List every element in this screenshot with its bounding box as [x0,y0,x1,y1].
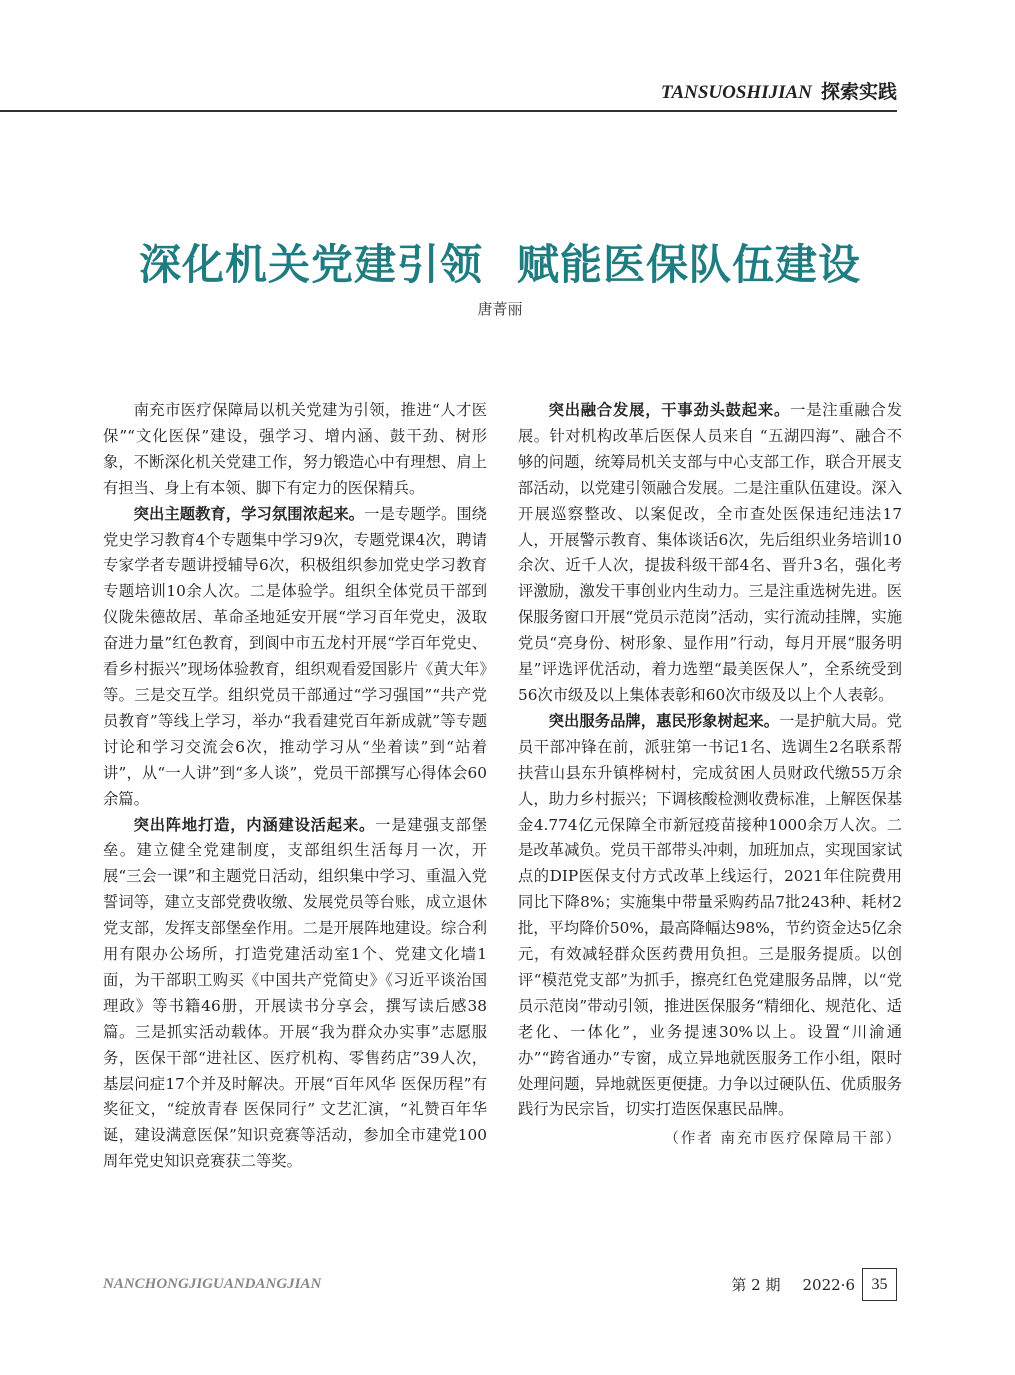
section-name-en: TANSUOSHIJIAN [660,82,812,103]
header-rule [0,110,897,112]
paragraph-text: 一是专题学。围绕党史学习教育4个专题集中学习9次，专题党课4次，聘请专家学者专题讲授辅导6次，积极组织参加党史学习教育专题培训10余人次。二是体验学。组织全体党员干部到仪陇朱德故居、革命圣地延安开展“学习百年党史，汲取奋进力量”红色教育，到阆中市五龙村开展“学百年党史、看乡村振兴”现场体验教育，组织观看爱国影片《黄大年》等。三是交互学。组织党员干部通过“学习强国”“共产党员教育”等线上学习，举办“我看建党百年新成就”等专题讨论和学习交流会6次，推动学习从“坐着读”到“站着讲”，从“一人讲”到“多人谈”，党员干部撰写心得体会60余篇。 [103,504,487,808]
paragraph [518,709,902,1124]
title-part-2: 赋能医保队伍建设 [517,240,862,289]
article-title [0,232,1000,292]
paragraph [103,502,487,813]
paragraph-lead: 突出融合发展，干事劲头鼓起来。 [548,401,791,419]
paragraph-lead: 突出服务品牌，惠民形象树起来。 [548,711,780,730]
left-column [103,398,487,1175]
paragraph-text: 一是注重融合发展。针对机构改革后医保人员来自 “五湖四海”、融合不够的问题，统筹局机关支部与中心支部工作，联合开展支部活动，以党建引领融合发展。二是注重队伍建设。深入开展巡察整改、以案促改，全市查处医保违纪违法17人，开展警示教育、集体谈话6次，先后组织业务培训10余次、近千人次，提拔科级干部4名、晋升3名，强化考评激励，激发干事创业内生动力。三是注重选树先进。医保服务窗口开展“党员示范岗”活动，实行流动挂牌，实施党员“亮身份、树形象、显作用”行动，每月开展“服务明星”评选评优活动，着力选塑“最美医保人”，全系统受到56次市级及以上集体表彰和60次市级及以上个人表彰。 [518,401,902,704]
section-header [103,77,897,104]
page-number: 35 [862,1268,897,1301]
paragraph-lead: 突出主题教育，学习氛围浓起来。 [133,504,365,523]
right-column [518,398,902,1153]
issue-info [709,1274,855,1295]
paragraph [518,398,902,709]
paragraph [103,398,487,502]
paragraph-text: 一是护航大局。党员干部冲锋在前，派驻第一书记1名、选调生2名联系帮扶营山县东升镇桦树村，完成贫困人员财政代缴55万余人，助力乡村振兴；下调核酸检测收费标准，上解医保基金4.774亿元保障全市新冠疫苗接种1000余万人次。二是改革减负。党员干部带头冲刺，加班加点，实现国家试点的DIP医保支付方式改革上线运行，2021年住院费用同比下降8%；实施集中带量采购药品7批243种、耗材2批，平均降价50%，最高降幅达98%，节约资金达5亿余元，有效减轻群众医药费用负担。三是服务提质。以创评“模范党支部”为抓手，擦亮红色党建服务品牌，以“党员示范岗”带动引领，推进医保服务“精细化、规范化、适老化、一体化”，业务提速30%以上。设置“川渝通办”“跨省通办”专窗，成立异地就医服务工作小组，限时处理问题，异地就医更便捷。力争以过硬队伍、优质服务践行为民宗旨，切实打造医保惠民品牌。 [518,711,902,1119]
paragraph-lead: 突出阵地打造，内涵建设活起来。 [133,815,376,834]
paragraph [103,813,487,1176]
issue-date: 2022·6 [802,1276,855,1294]
author-byline: （作者 南充市医疗保障局干部） [664,1131,902,1148]
issue-number: 第 2 期 [731,1276,781,1294]
paragraph-text: 一是建强支部堡垒。建立健全党建制度，支部组织生活每月一次，开展“三会一课”和主题党日活动，组织集中学习、重温入党誓词等，建立支部党费收缴、发展党员等台账，成立退休党支部，发挥支部堡垒作用。二是开展阵地建设。综合利用有限办公场所，打造党建活动室1个、党建文化墙1面，为干部职工购买《中国共产党简史》《习近平谈治国理政》等书籍46册，开展读书分享会，撰写读后感38篇。三是抓实活动载体。开展“我为群众办实事”志愿服务，医保干部“进社区、医疗机构、零售药店”39人次，基层问症17个并及时解决。开展“百年风华 医保历程”有奖征文，“绽放青春 医保同行” 文艺汇演，“礼赞百年华诞，建设满意医保”知识竞赛等活动，参加全市建党100周年党史知识竞赛获二等奖。 [103,815,487,1171]
paragraph-text: 南充市医疗保障局以机关党建为引领，推进“人才医保”“文化医保”建设，强学习、增内涵、鼓干劲、树形象，不断深化机关党建工作，努力锻造心中有理想、肩上有担当、身上有本领、脚下有定力的医保精兵。 [103,401,487,497]
article-author: 唐菁丽 [477,300,523,318]
section-name-cn: 探索实践 [820,81,897,103]
journal-name: NANCHONGJIGUANDANGJIAN [103,1276,322,1292]
title-part-1: 深化机关党建引领 [138,240,483,289]
